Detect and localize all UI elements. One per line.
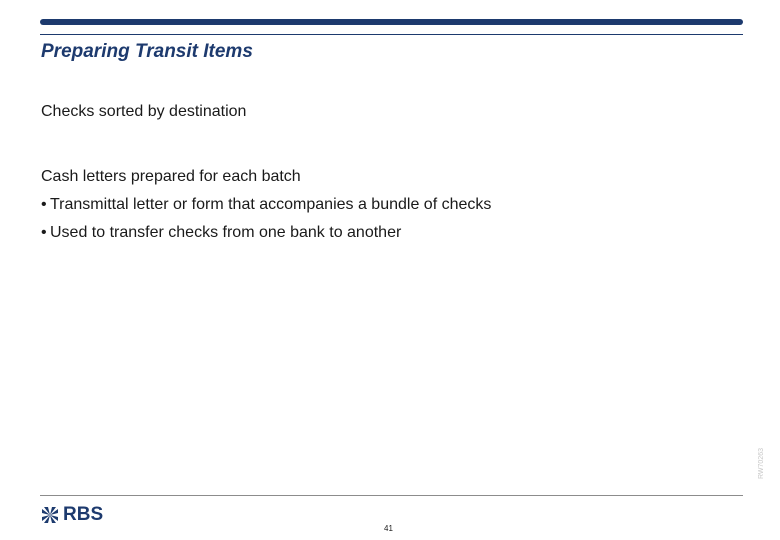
- paragraph-cash-letters: Cash letters prepared for each batch: [41, 168, 301, 185]
- rbs-logo: [40, 505, 103, 525]
- bullet-text: Transmittal letter or form that accompanies a bundle of checks: [50, 196, 492, 213]
- rbs-daisy-wheel-icon: [40, 505, 60, 525]
- bullet-icon: •: [41, 196, 47, 213]
- logo-wordmark: RBS: [63, 504, 104, 525]
- bullet-item: [41, 224, 401, 242]
- page-number: 41: [384, 524, 393, 533]
- header-divider: [40, 34, 743, 35]
- footer-divider: [40, 495, 743, 496]
- header-bar: [40, 19, 743, 25]
- paragraph-checks-sorted: Checks sorted by destination: [41, 103, 247, 120]
- document-code: RW70263: [758, 448, 765, 480]
- bullet-item: [41, 196, 491, 214]
- slide-title: Preparing Transit Items: [41, 41, 253, 62]
- bullet-icon: •: [41, 224, 47, 241]
- bullet-text: Used to transfer checks from one bank to another: [50, 224, 402, 241]
